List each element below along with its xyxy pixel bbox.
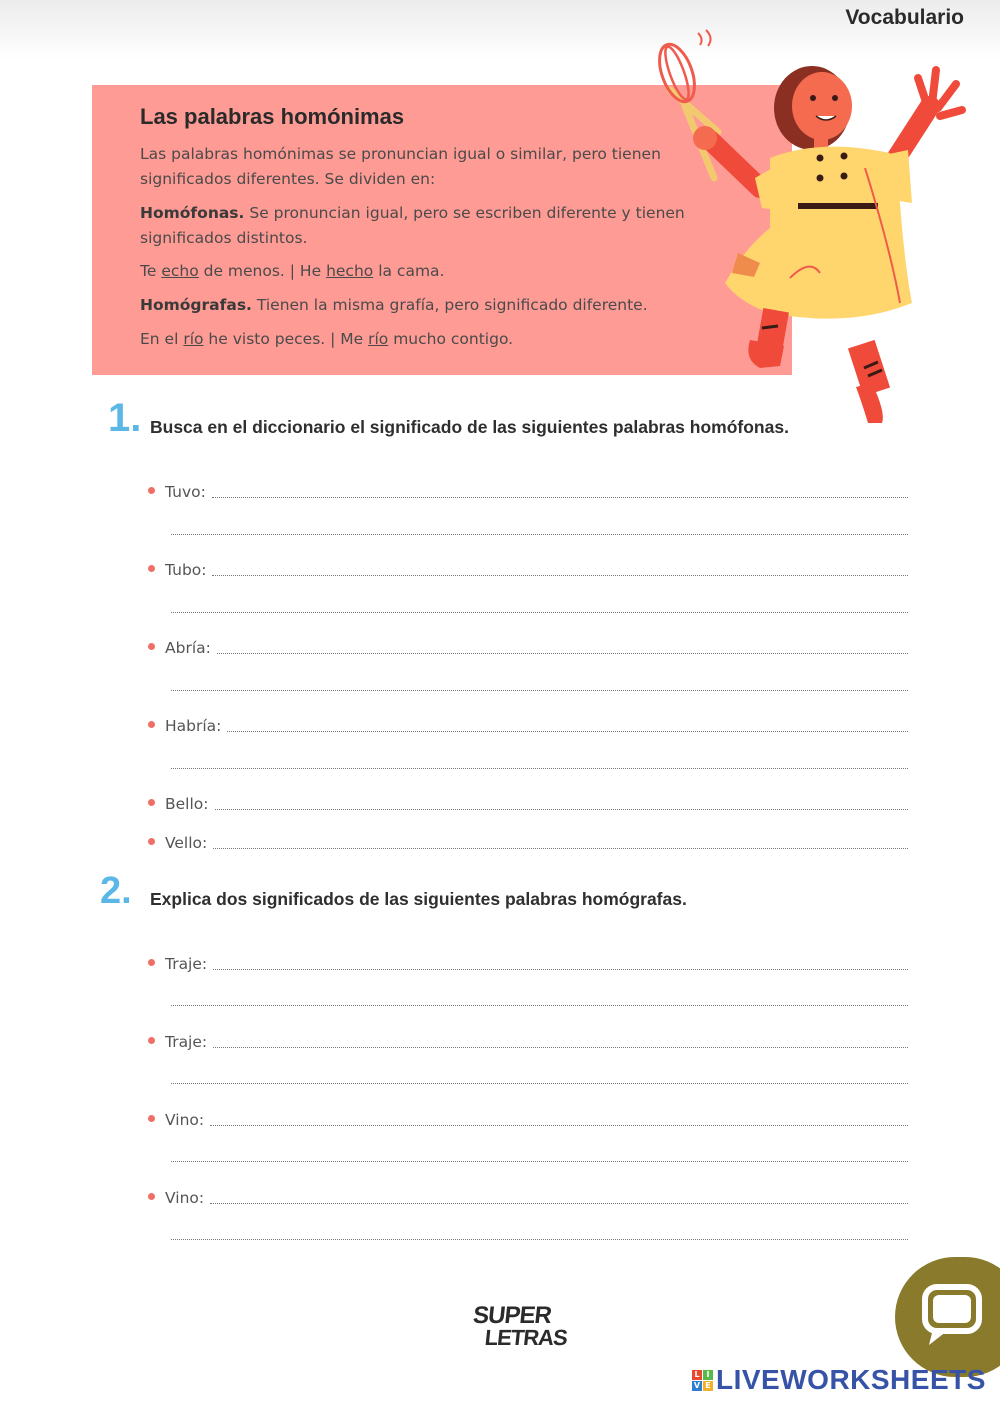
answer-row-vino-2 [148, 1184, 908, 1208]
answer-input-line[interactable] [217, 653, 908, 654]
bullet-icon [148, 799, 155, 806]
answer-input-line[interactable] [227, 731, 908, 732]
answer-row-vino-1 [148, 1106, 908, 1130]
example-text: En el [140, 330, 184, 348]
bullet-icon [148, 643, 155, 650]
bullet-icon [148, 487, 155, 494]
answer-continuation-line[interactable] [171, 1239, 908, 1240]
answer-input-line[interactable] [213, 1047, 908, 1048]
answer-row-bello [148, 790, 908, 814]
answer-continuation-line[interactable] [171, 534, 908, 535]
brand-line-1: SUPER [471, 1302, 553, 1329]
question-2-text: Explica dos significados de las siguientes palabras homógrafas. [150, 889, 687, 909]
example-text: de menos. | He [198, 262, 327, 280]
chat-bubble-icon [919, 1283, 985, 1349]
answer-continuation-line[interactable] [171, 768, 908, 769]
liveworksheets-logo-icon [692, 1370, 713, 1391]
answer-label: Traje: [165, 1033, 208, 1051]
answer-input-line[interactable] [212, 497, 908, 498]
answer-row-vello [148, 829, 908, 853]
homofonas-example [140, 259, 720, 284]
superletras-logo [470, 1302, 571, 1350]
answer-label: Bello: [165, 795, 209, 813]
answer-row-tubo [148, 556, 908, 580]
answer-continuation-line[interactable] [171, 612, 908, 613]
info-intro [140, 142, 720, 192]
homografas-definition [140, 293, 720, 318]
bullet-icon [148, 838, 155, 845]
chef-girl-illustration [650, 28, 980, 438]
answer-label: Abría: [165, 639, 211, 657]
liveworksheets-wordmark: LIVEWORKSHEETS [716, 1364, 986, 1395]
answer-input-line[interactable] [212, 575, 908, 576]
answer-input-line[interactable] [210, 1125, 908, 1126]
homografas-example [140, 327, 720, 352]
logo-letter: V [693, 1380, 701, 1390]
example-word: hecho [326, 262, 374, 280]
answer-input-line[interactable] [213, 848, 908, 849]
answer-row-abria [148, 634, 908, 658]
answer-row-traje-1 [148, 950, 908, 974]
liveworksheets-watermark [692, 1364, 986, 1396]
brand-line-2: LETRAS [483, 1325, 569, 1350]
answer-label: Vello: [165, 834, 208, 852]
answer-input-line[interactable] [215, 809, 909, 810]
example-word: río [183, 330, 204, 348]
homofonas-term: Homófonas. [140, 204, 245, 222]
homografas-term: Homógrafas. [140, 296, 252, 314]
answer-row-tuvo [148, 478, 908, 502]
question-1-number: 1. [108, 396, 142, 440]
answer-continuation-line[interactable] [171, 1083, 908, 1084]
bullet-icon [148, 1193, 155, 1200]
answer-label: Habría: [165, 717, 222, 735]
chat-button[interactable] [895, 1257, 1000, 1377]
section-tag: Vocabulario [845, 6, 964, 29]
homografas-def: Tienen la misma grafía, pero significado diferente. [251, 296, 648, 314]
homofonas-def-2: significados distintos. [140, 229, 308, 247]
bullet-icon [148, 721, 155, 728]
example-text: he visto peces. | Me [203, 330, 369, 348]
bullet-icon [148, 565, 155, 572]
example-text: la cama. [373, 262, 445, 280]
homofonas-def-1: Se pronuncian igual, pero se escriben diferente y tienen [244, 204, 685, 222]
answer-input-line[interactable] [210, 1203, 908, 1204]
answer-continuation-line[interactable] [171, 690, 908, 691]
example-text: mucho contigo. [388, 330, 514, 348]
answer-label: Traje: [165, 955, 208, 973]
logo-letter: L [692, 1370, 702, 1380]
homofonas-definition [140, 201, 720, 251]
example-word: echo [161, 262, 199, 280]
answer-label: Tuvo: [165, 483, 206, 501]
answer-continuation-line[interactable] [171, 1005, 908, 1006]
example-text: Te [140, 262, 162, 280]
info-title: Las palabras homónimas [140, 104, 405, 129]
info-intro-line-1: Las palabras homónimas se pronuncian igual o similar, pero tienen [140, 145, 661, 163]
question-1-text: Busca en el diccionario el significado de las siguientes palabras homófonas. [150, 417, 789, 437]
logo-letter: I [703, 1370, 713, 1380]
answer-row-traje-2 [148, 1028, 908, 1052]
answer-label: Tubo: [165, 561, 207, 579]
answer-continuation-line[interactable] [171, 1161, 908, 1162]
bullet-icon [148, 959, 155, 966]
answer-input-line[interactable] [213, 969, 908, 970]
bullet-icon [148, 1037, 155, 1044]
answer-label: Vino: [165, 1189, 205, 1207]
example-word: río [368, 330, 389, 348]
answer-row-habria [148, 712, 908, 736]
logo-letter: E [703, 1381, 713, 1391]
info-intro-line-2: significados diferentes. Se dividen en: [140, 170, 436, 188]
answer-label: Vino: [165, 1111, 205, 1129]
bullet-icon [148, 1115, 155, 1122]
question-2-number: 2. [100, 870, 132, 912]
